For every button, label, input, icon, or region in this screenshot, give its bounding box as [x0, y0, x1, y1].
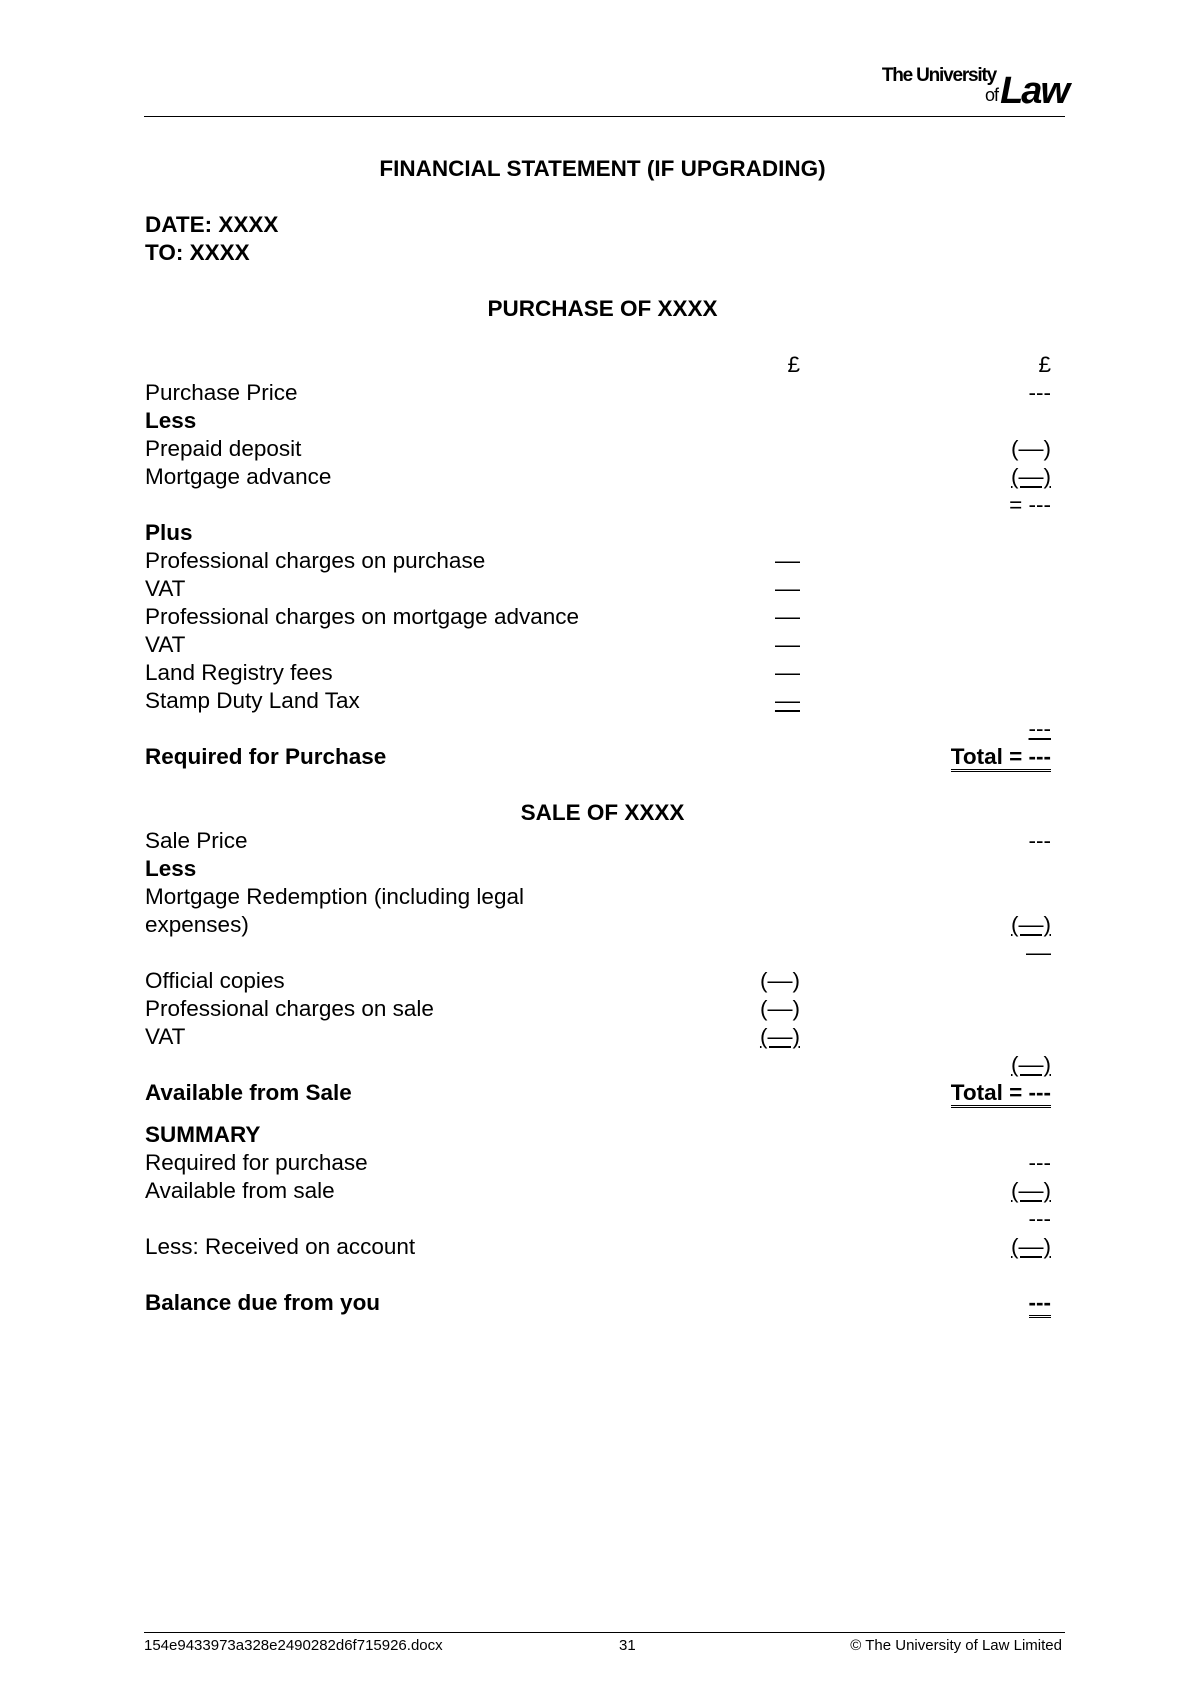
summary-available-value: (––) [1010, 1178, 1051, 1203]
summary-available-label: Available from sale [145, 1178, 335, 1203]
purchase-plus-row [145, 519, 1060, 547]
summary-required-value: --- [1028, 1150, 1051, 1175]
page-footer [144, 1636, 1065, 1656]
purchase-subtotal-value: = --- [1009, 492, 1051, 517]
summary-available-row [145, 1177, 1060, 1205]
balance-due-row [145, 1289, 1060, 1317]
summary-subtotal-row [145, 1205, 1060, 1233]
redemption-row-2 [145, 911, 1060, 939]
prepaid-deposit-row [145, 435, 1060, 463]
charge-row [145, 659, 1060, 687]
sale-item-label: Professional charges on sale [145, 996, 434, 1021]
summary-subtotal-value: --- [1028, 1206, 1051, 1231]
purchase-price-value: --- [1028, 380, 1051, 405]
date-line: DATE: XXXX [145, 212, 279, 237]
purchase-subtotal-row [145, 491, 1060, 519]
logo-text-university: The University [881, 65, 996, 86]
sale-item-row [145, 995, 1060, 1023]
summary-required-row [145, 1149, 1060, 1177]
prepaid-deposit-value: (––) [1010, 436, 1051, 461]
charge-label: Stamp Duty Land Tax [145, 688, 360, 713]
required-for-purchase-total: Total = --- [951, 745, 1051, 772]
available-from-sale-label: Available from Sale [145, 1080, 352, 1105]
redemption-subtotal-value: –– [1025, 940, 1051, 965]
university-of-law-logo [848, 66, 1068, 110]
sale-items-total-value: (––) [1010, 1052, 1051, 1077]
mortgage-advance-value: (––) [1010, 464, 1051, 489]
purchase-price-row [145, 379, 1060, 407]
charges-total-row [145, 715, 1060, 743]
sale-items-total-row [145, 1051, 1060, 1079]
to-line: TO: XXXX [145, 240, 250, 265]
purchase-less-label: Less [145, 408, 197, 433]
redemption-row-1 [145, 883, 1060, 911]
document-body [145, 155, 1060, 1317]
charge-value: –– [774, 604, 800, 629]
summary-heading-row [145, 1121, 1060, 1149]
charge-value: –– [774, 660, 800, 685]
charge-row [145, 631, 1060, 659]
charge-row [145, 547, 1060, 575]
sale-item-value: (––) [759, 996, 800, 1021]
redemption-subtotal-row [145, 939, 1060, 967]
summary-received-value: (––) [1010, 1234, 1051, 1259]
footer-filename: 154e9433973a328e2490282d6f715926.docx [144, 1637, 443, 1654]
purchase-price-label: Purchase Price [145, 380, 298, 405]
summary-received-label: Less: Received on account [145, 1234, 416, 1259]
charge-value: –– [774, 632, 800, 657]
sale-less-label: Less [145, 856, 197, 881]
currency-symbol-col1: £ [787, 352, 800, 377]
mortgage-advance-label: Mortgage advance [145, 464, 332, 489]
document-title: FINANCIAL STATEMENT (IF UPGRADING) [379, 156, 826, 181]
purchase-plus-label: Plus [145, 520, 193, 545]
sale-price-value: --- [1028, 828, 1051, 853]
sale-price-label: Sale Price [145, 828, 248, 853]
sale-heading: SALE OF XXXX [520, 800, 685, 825]
required-for-purchase-label: Required for Purchase [145, 744, 387, 769]
summary-received-row [145, 1233, 1060, 1261]
balance-due-value: --- [1029, 1291, 1051, 1318]
footer-divider [144, 1632, 1065, 1633]
charge-value: –– [774, 576, 800, 601]
charge-label: VAT [145, 632, 186, 657]
charge-row [145, 575, 1060, 603]
charge-label: Land Registry fees [145, 660, 333, 685]
currency-header-row [145, 351, 1060, 379]
charge-row [145, 603, 1060, 631]
currency-symbol-col2: £ [1038, 352, 1051, 377]
charge-label: VAT [145, 576, 186, 601]
header-divider [144, 116, 1065, 117]
footer-copyright: © The University of Law Limited [850, 1637, 1062, 1654]
purchase-less-row [145, 407, 1060, 435]
charges-total-value: --- [1028, 716, 1051, 741]
summary-required-label: Required for purchase [145, 1150, 368, 1175]
prepaid-deposit-label: Prepaid deposit [145, 436, 302, 461]
purchase-heading: PURCHASE OF XXXX [487, 296, 718, 321]
charge-value: –– [774, 548, 800, 573]
sale-price-row [145, 827, 1060, 855]
charge-value: –– [774, 688, 800, 713]
mortgage-advance-row [145, 463, 1060, 491]
redemption-value: (––) [1010, 912, 1051, 937]
charge-row [145, 687, 1060, 715]
sale-item-value: (––) [759, 968, 800, 993]
summary-heading: SUMMARY [145, 1122, 261, 1147]
available-from-sale-total: Total = --- [951, 1081, 1051, 1108]
redemption-label-line1: Mortgage Redemption (including legal [145, 884, 524, 909]
sale-item-label: VAT [145, 1024, 186, 1049]
sale-less-row [145, 855, 1060, 883]
footer-page-number: 31 [619, 1637, 636, 1654]
logo-text-law: Law [1000, 70, 1068, 112]
sale-item-label: Official copies [145, 968, 285, 993]
balance-due-label: Balance due from you [145, 1290, 381, 1315]
required-for-purchase-row [145, 743, 1060, 771]
logo-text-of: of [984, 85, 998, 105]
sale-item-row [145, 1023, 1060, 1051]
available-from-sale-row [145, 1079, 1060, 1107]
sale-item-value: (––) [759, 1024, 800, 1049]
charge-label: Professional charges on purchase [145, 548, 486, 573]
sale-item-row [145, 967, 1060, 995]
redemption-label-line2: expenses) [145, 912, 249, 937]
charge-label: Professional charges on mortgage advance [145, 604, 580, 629]
